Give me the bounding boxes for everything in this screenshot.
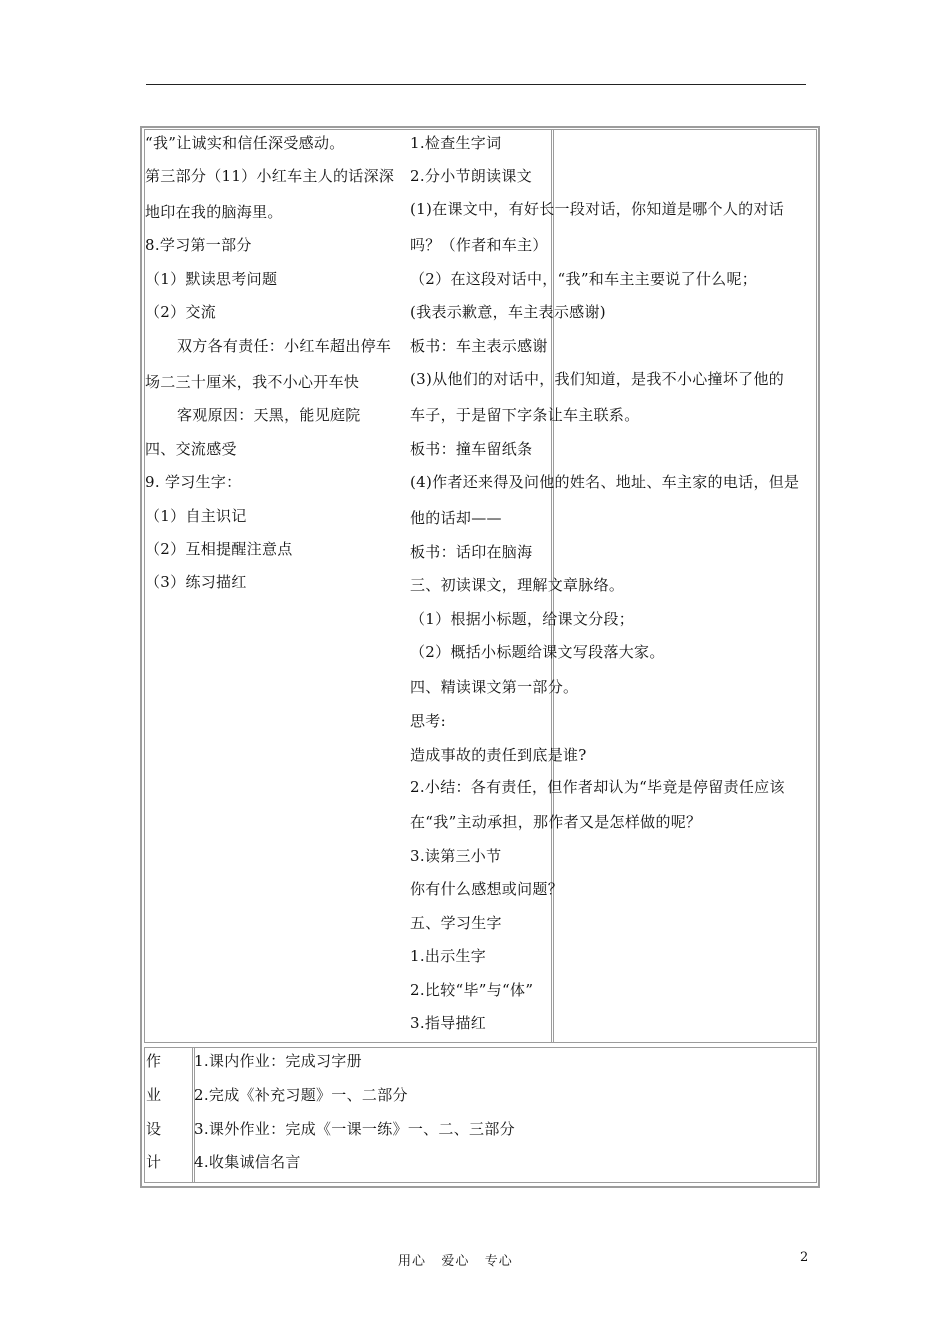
footer-motto: 用心 爱心 专心	[398, 1254, 513, 1269]
right-line: 他的话却——	[410, 509, 502, 527]
left-line: 四、交流感受	[145, 440, 237, 458]
homework-label-char: 业	[146, 1086, 162, 1104]
right-line: 板书：话印在脑海	[410, 543, 533, 561]
left-line: 双方各有责任：小红车超出停车	[177, 337, 392, 355]
right-line: 在“我”主动承担，那作者又是怎样做的呢？	[410, 813, 702, 831]
left-line: 地印在我的脑海里。	[145, 203, 283, 221]
homework-item: 1.课内作业：完成习字册	[194, 1052, 362, 1070]
right-line: 你有什么感想或问题？	[410, 880, 564, 898]
left-line: 8.学习第一部分	[145, 236, 252, 254]
homework-label-char: 设	[146, 1120, 162, 1138]
right-line: 3.读第三小节	[410, 847, 502, 865]
right-line: (4)作者还来得及问他的姓名、地址、车主家的电话，但是	[410, 473, 800, 491]
right-line: 三、初读课文，理解文章脉络。	[410, 576, 625, 594]
right-line: （2）在这段对话中，“我”和车主主要说了什么呢；	[410, 270, 758, 288]
right-line: 1.出示生字	[410, 947, 487, 965]
left-line: （1）默读思考问题	[145, 270, 278, 288]
right-line: (1)在课文中，有好长一段对话，你知道是哪个人的对话	[410, 200, 785, 218]
right-line: 吗？（作者和车主）	[410, 236, 548, 254]
right-line: 1.检查生字词	[410, 134, 502, 152]
right-line: 3.指导描红	[410, 1014, 487, 1032]
left-line: （1）自主识记	[145, 507, 247, 525]
homework-item: 3.课外作业：完成《一课一练》一、二、三部分	[194, 1120, 515, 1138]
left-line: （2）交流	[145, 303, 217, 321]
right-line: 四、精读课文第一部分。	[410, 678, 579, 696]
left-line: 客观原因：天黑，能见庭院	[177, 406, 361, 424]
left-line: （3）练习描红	[145, 573, 247, 591]
homework-label-char: 作	[146, 1052, 162, 1070]
right-line: 2.比较“毕”与“体”	[410, 981, 534, 999]
homework-item: 2.完成《补充习题》一、二部分	[194, 1086, 408, 1104]
page-number: 2	[800, 1250, 809, 1265]
homework-item: 4.收集诚信名言	[194, 1153, 301, 1171]
right-line: 造成事故的责任到底是谁?	[410, 746, 587, 764]
left-line: “我”让诚实和信任深受感动。	[145, 134, 345, 152]
left-line: （2）互相提醒注意点	[145, 540, 293, 558]
right-line: （2）概括小标题给课文写段落大家。	[410, 643, 665, 661]
right-line: (我表示歉意，车主表示感谢)	[410, 303, 606, 321]
right-line: 2.分小节朗读课文	[410, 167, 533, 185]
right-line: 五、学习生字	[410, 914, 502, 932]
right-line: （1）根据小标题，给课文分段；	[410, 610, 635, 628]
right-line: 2.小结：各有责任，但作者却认为“毕竟是停留责任应该	[410, 778, 785, 796]
left-line: 第三部分（11）小红车主人的话深深	[145, 167, 395, 185]
left-line: 场二三十厘米，我不小心开车快	[145, 373, 360, 391]
header-rule	[146, 84, 806, 85]
right-line: (3)从他们的对话中，我们知道，是我不小心撞坏了他的	[410, 370, 785, 388]
right-line: 板书：撞车留纸条	[410, 440, 533, 458]
right-line: 板书：车主表示感谢	[410, 337, 548, 355]
left-line: 9. 学习生字：	[145, 473, 242, 491]
homework-label-char: 计	[146, 1153, 162, 1171]
right-line: 车子，于是留下字条让车主联系。	[410, 406, 640, 424]
right-line: 思考:	[410, 712, 446, 730]
